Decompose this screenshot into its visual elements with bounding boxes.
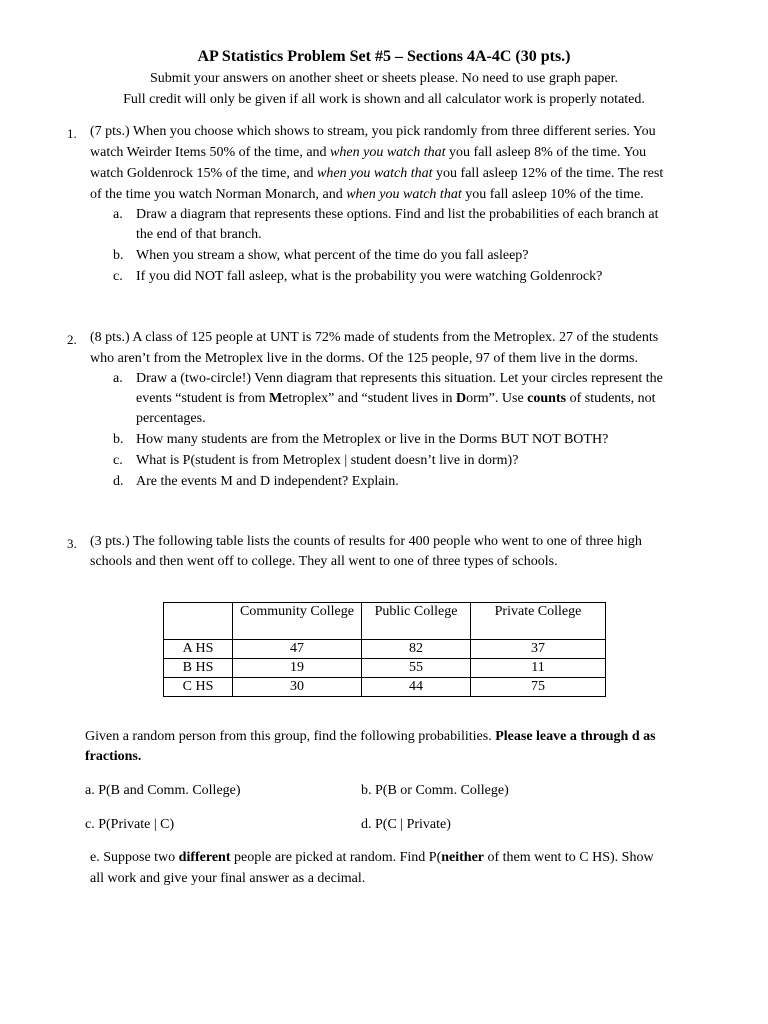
q1-text-line-1: (7 pts.) When you choose which shows to stream, you pick randomly from three different series. You: [90, 124, 656, 139]
q2c-text: What is P(student is from Metroplex | student doesn’t live in dorm)?: [136, 453, 519, 468]
q1-text-line-4: of the time you watch Norman Monarch, and when you watch that you fall asleep 10% of the time.: [90, 187, 644, 202]
q1a-text-line-2: the end of that branch.: [136, 227, 262, 242]
q2c-letter: c.: [113, 453, 123, 468]
header-private-college: Private College: [471, 603, 606, 640]
q1a-text-line-1: Draw a diagram that represents these options. Find and list the probabilities of each branch at: [136, 207, 659, 222]
q3a-text: a. P(B and Comm. College): [85, 783, 241, 798]
q1c-letter: c.: [113, 269, 123, 284]
q2b-letter: b.: [113, 432, 124, 447]
q1b-letter: b.: [113, 248, 124, 263]
q2a-text-line-2: events “student is from Metroplex” and “student lives in Dorm”. Use counts of students, not: [136, 391, 656, 406]
results-table: [163, 602, 606, 697]
q3-text-line-1: (3 pts.) The following table lists the counts of results for 400 people who went to one of three high: [90, 534, 642, 549]
q2a-letter: a.: [113, 371, 123, 386]
q2a-text-line-1: Draw a (two-circle!) Venn diagram that represents this situation. Let your circles represent the: [136, 371, 663, 386]
q3b-text: b. P(B or Comm. College): [361, 783, 509, 798]
table-cell: 44: [362, 678, 471, 697]
instructions-line-2: Full credit will only be given if all work is shown and all calculator work is properly notated.: [123, 92, 645, 107]
table-cell: 37: [471, 640, 606, 659]
table-cell: 82: [362, 640, 471, 659]
instructions-line-1: Submit your answers on another sheet or sheets please. No need to use graph paper.: [149, 71, 619, 86]
q3-instructions-line-1: Given a random person from this group, find the following probabilities. Please leave a through d as: [85, 729, 656, 744]
header-community-college: Community College: [233, 603, 362, 640]
q1-number: 1.: [67, 126, 77, 141]
q1a-letter: a.: [113, 207, 123, 222]
q3d-text: d. P(C | Private): [361, 817, 451, 832]
q2a-text-line-3: percentages.: [136, 411, 206, 426]
table-cell: 55: [362, 659, 471, 678]
q3-instructions-line-2: fractions.: [85, 749, 142, 764]
page-title: AP Statistics Problem Set #5 – Sections 4A-4C (30 pts.): [197, 48, 571, 65]
q2-number: 2.: [67, 332, 77, 347]
q1-text-line-3: watch Goldenrock 15% of the time, and when you watch that you fall asleep 12% of the time. The rest: [90, 166, 664, 181]
q3-number: 3.: [67, 536, 77, 551]
q1b-text: When you stream a show, what percent of the time do you fall asleep?: [136, 248, 529, 263]
table-corner-cell: [164, 603, 233, 640]
q2-text-line-1: (8 pts.) A class of 125 people at UNT is 72% made of students from the Metroplex. 27 of the students: [90, 330, 659, 345]
table-cell: 11: [471, 659, 606, 678]
q1c-text: If you did NOT fall asleep, what is the probability you were watching Goldenrock?: [136, 269, 603, 284]
table-cell: 30: [233, 678, 362, 697]
q3-text-line-2: schools and then went off to college. They all went to one of three types of schools.: [90, 554, 558, 569]
q2b-text: How many students are from the Metroplex or live in the Dorms BUT NOT BOTH?: [136, 432, 609, 447]
table-cell: 75: [471, 678, 606, 697]
table-cell: 47: [233, 640, 362, 659]
table-row: [164, 640, 606, 659]
row-label: C HS: [164, 678, 233, 697]
row-label: A HS: [164, 640, 233, 659]
q1-text-line-2: watch Weirder Items 50% of the time, and when you watch that you fall asleep 8% of the time. You: [90, 145, 647, 160]
table-header-row: [164, 603, 606, 640]
table-cell: 19: [233, 659, 362, 678]
q2d-text: Are the events M and D independent? Explain.: [136, 474, 399, 489]
q3e-text-line-2: all work and give your final answer as a decimal.: [90, 871, 366, 886]
q3c-text: c. P(Private | C): [85, 817, 175, 832]
q3e-text-line-1: e. Suppose two different people are picked at random. Find P(neither of them went to C HS). Show: [90, 850, 654, 865]
table-row: [164, 659, 606, 678]
q2d-letter: d.: [113, 474, 124, 489]
q2-text-line-2: who aren’t from the Metroplex live in the dorms. Of the 125 people, 97 of them live in the dorms.: [90, 351, 638, 366]
table-row: [164, 678, 606, 697]
header-public-college: Public College: [362, 603, 471, 640]
row-label: B HS: [164, 659, 233, 678]
